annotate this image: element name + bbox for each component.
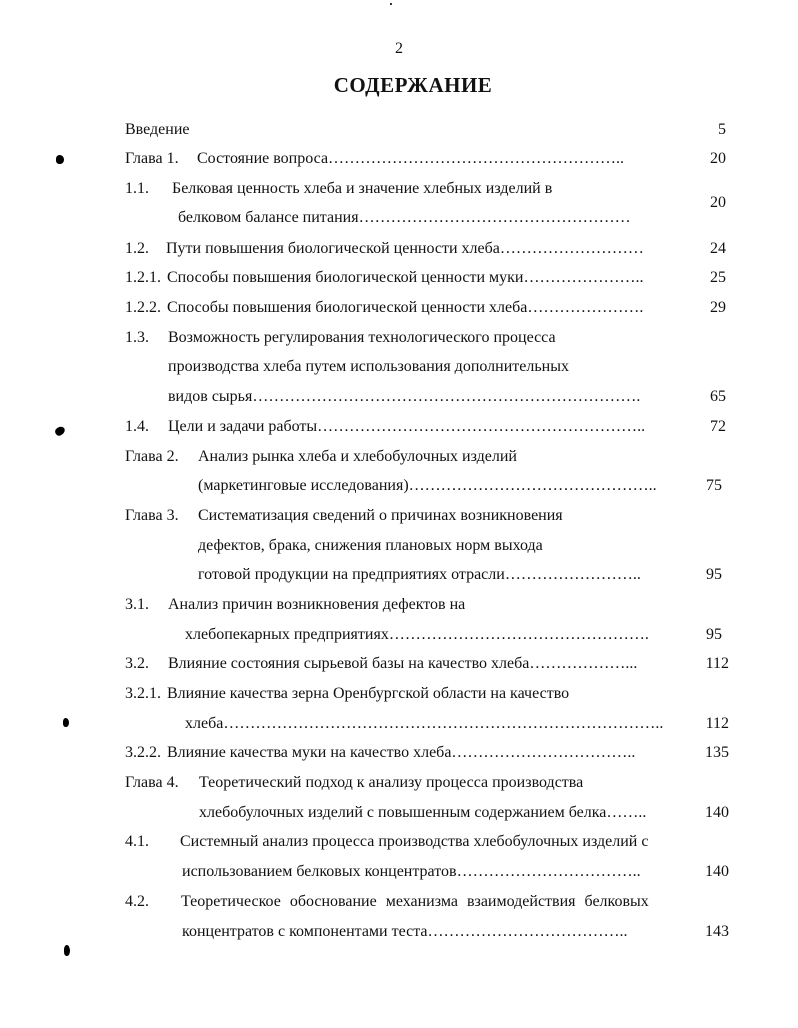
toc-number: 1.2.: [125, 240, 149, 257]
toc-number: 3.2.1.: [125, 685, 161, 702]
toc-page: 24: [710, 240, 726, 257]
toc-entry-text: Теоретическое обоснование механизма взаимодействия белковых: [181, 893, 649, 910]
toc-entry-text: использованием белковых концентратов……………………………..: [182, 863, 641, 880]
toc-entry-text: Белковая ценность хлеба и значение хлебных изделий в: [172, 180, 553, 197]
toc-number: 3.1.: [125, 596, 149, 613]
toc-page: 5: [718, 121, 726, 138]
toc-page: 140: [705, 863, 729, 880]
toc-number: Глава 1.: [125, 150, 179, 167]
toc-page: 95: [706, 626, 722, 643]
toc-entry-text: хлебопекарных предприятиях………………………………………….: [185, 626, 649, 643]
toc-entry-text: (маркетинговые исследования)………………………………………..: [198, 477, 657, 494]
toc-page: 95: [706, 566, 722, 583]
toc-entry-text: Систематизация сведений о причинах возникновения: [198, 507, 563, 524]
toc-page: 72: [710, 418, 726, 435]
toc-number: Глава 2.: [125, 448, 179, 465]
toc-page: 135: [705, 744, 729, 761]
toc-entry-text: Способы повышения биологической ценности хлеба………………….: [167, 299, 644, 316]
scan-speck: [54, 425, 67, 437]
toc-number: 1.4.: [125, 418, 149, 435]
toc-entry-text: концентратов с компонентами теста………………………………..: [182, 923, 628, 940]
toc-entry-text: Влияние состояния сырьевой базы на качество хлеба………………...: [168, 655, 638, 672]
toc-entry-text: Анализ рынка хлеба и хлебобулочных изделий: [198, 448, 517, 465]
toc-page: 143: [705, 923, 729, 940]
toc-entry-text: Состояние вопроса………………………………………………..: [197, 150, 625, 167]
toc-entry-text: готовой продукции на предприятиях отрасли……………………..: [198, 566, 641, 583]
toc-number: 3.2.: [125, 655, 149, 672]
toc-entry-text: производства хлеба путем использования дополнительных: [168, 358, 569, 375]
toc-page: 65: [710, 388, 726, 405]
toc-page: 140: [705, 804, 729, 821]
toc-entry-text: Способы повышения биологической ценности муки…………………..: [167, 269, 644, 286]
toc-number: 1.2.1.: [125, 269, 161, 286]
toc-number: 1.3.: [125, 329, 149, 346]
page-title: СОДЕРЖАНИЕ: [333, 73, 493, 97]
toc-page: 20: [710, 194, 726, 211]
scan-speck: [63, 718, 69, 727]
toc-number: 4.1.: [125, 833, 149, 850]
toc-page: 112: [705, 655, 729, 672]
toc-page: 112: [705, 715, 729, 732]
toc-entry-text: Цели и задачи работы……………………………………………………..: [168, 418, 646, 435]
toc-entry-text: видов сырья……………………………………………………………….: [168, 388, 641, 405]
page-number: 2: [395, 40, 403, 57]
scan-speck: [64, 945, 70, 956]
toc-page: 20: [710, 150, 726, 167]
toc-entry-intro: Введение: [125, 121, 190, 138]
toc-entry-text: Возможность регулирования технологического процесса: [168, 329, 556, 346]
toc-entry-text: белковом балансе питания……………………………………………: [178, 209, 631, 226]
toc-page: 25: [710, 269, 726, 286]
toc-number: 1.1.: [125, 180, 149, 197]
toc-number: Глава 4.: [125, 774, 179, 791]
toc-entry-text: Системный анализ процесса производства хлебобулочных изделий с: [180, 833, 649, 850]
toc-number: Глава 3.: [125, 507, 179, 524]
toc-page: 75: [706, 477, 722, 494]
toc-entry-text: хлеба………………………………………………………………………..: [185, 715, 664, 732]
toc-entry-text: Теоретический подход к анализу процесса производства: [199, 774, 584, 791]
toc-number: 1.2.2.: [125, 299, 161, 316]
toc-entry-text: хлебобулочных изделий с повышенным содержанием белка……..: [199, 804, 647, 821]
scan-speck: [56, 155, 64, 164]
toc-entry-text: дефектов, брака, снижения плановых норм выхода: [198, 537, 543, 554]
toc-entry-text: Анализ причин возникновения дефектов на: [168, 596, 466, 613]
scan-speck: [390, 3, 392, 5]
toc-page: 29: [710, 299, 726, 316]
toc-number: 3.2.2.: [125, 744, 161, 761]
toc-entry-text: Влияние качества муки на качество хлеба……………………………..: [167, 744, 636, 761]
toc-number: 4.2.: [125, 893, 149, 910]
toc-entry-text: Влияние качества зерна Оренбургской области на качество: [167, 685, 570, 702]
toc-entry-text: Пути повышения биологической ценности хлеба………………………: [166, 240, 644, 257]
